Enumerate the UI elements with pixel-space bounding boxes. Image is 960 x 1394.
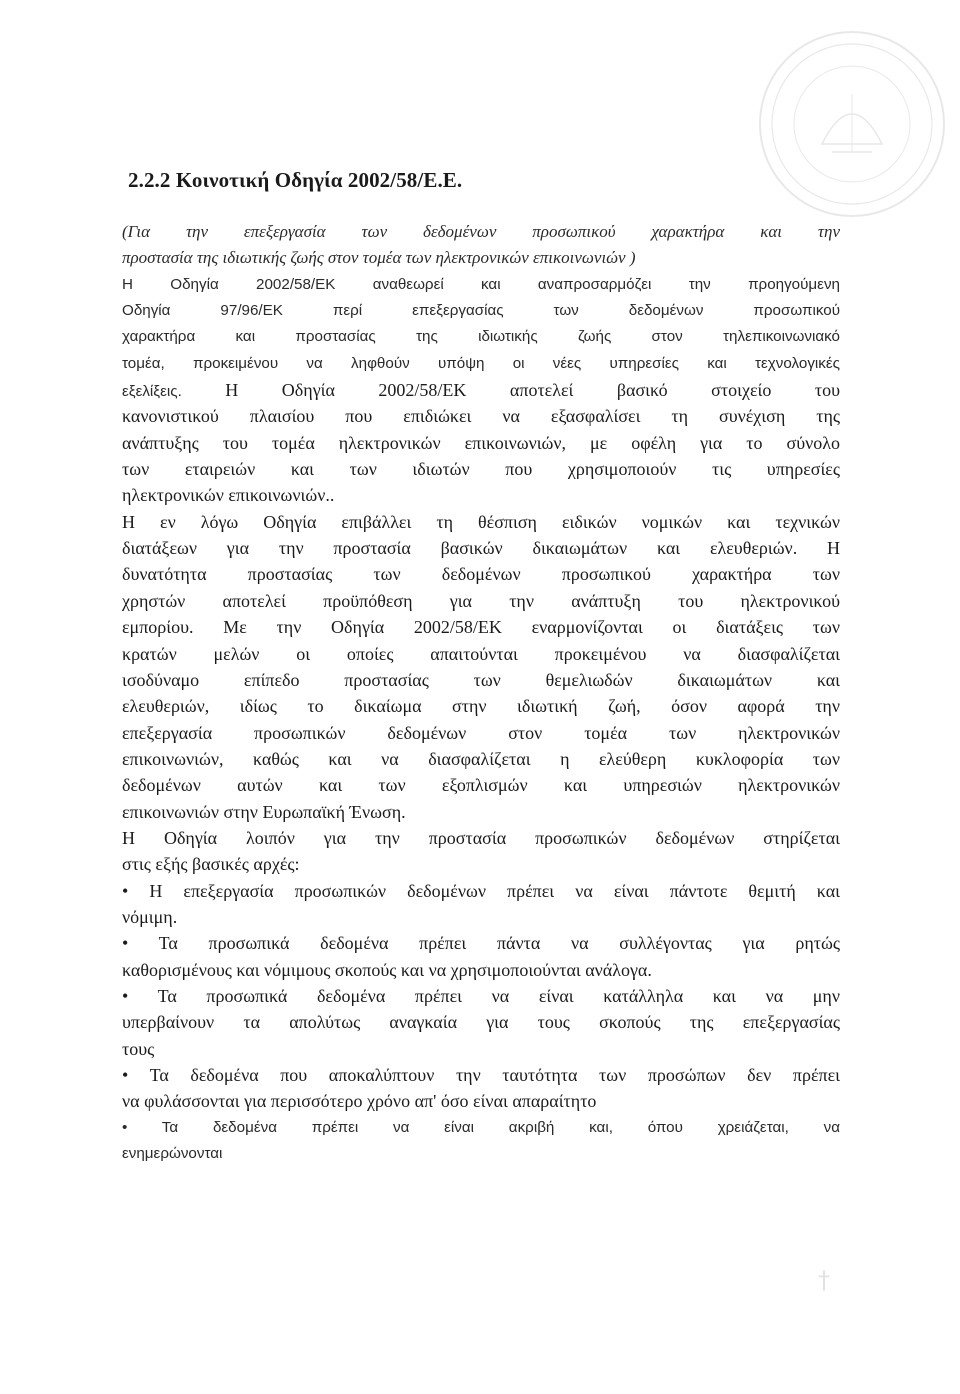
bullet-line: υπερβαίνουν τα απολύτως αναγκαία για τους σκοπούς της επεξεργασίας: [122, 1012, 840, 1033]
intro-line: προστασία της ιδιωτικής ζωής στον τομέα των ηλεκτρονικών επικοινωνιών ): [122, 248, 636, 268]
bullet-line: • Τα δεδομένα που αποκαλύπτουν την ταυτότητα των προσώπων δεν πρέπει: [122, 1065, 840, 1085]
faint-page-mark: †: [818, 1266, 830, 1294]
bullet-line: να φυλάσσονται για περισσότερο χρόνο απ' όσο είναι απαραίτητο: [122, 1091, 597, 1112]
text-fragment: εξελίξεις.: [122, 383, 182, 401]
text-fragment: Η Οδηγία 2002/58/ΕΚ αποτελεί βασικό στοιχείο του: [181, 380, 840, 401]
paragraph-line: των εταιρειών και των ιδιωτών που χρησιμοποιούν τις υπηρεσίες: [122, 459, 840, 480]
bullet-line: νόμιμη.: [122, 906, 178, 927]
paragraph-line: επικοινωνιών στην Ευρωπαϊκή Ένωση.: [122, 801, 406, 822]
paragraph-line: τομέα, προκειμένου να ληφθούν υπόψη οι νέες υπηρεσίες και τεχνολογικές: [122, 354, 840, 372]
paragraph-line: ισοδύναμο επίπεδο προστασίας των θεμελιωδών δικαιωμάτων και: [122, 669, 840, 690]
paragraph-line: στις εξής βασικές αρχές:: [122, 854, 300, 875]
paragraph-line: κρατών μελών οι οποίες απαιτούνται προκειμένου να διασφαλίζεται: [122, 643, 840, 664]
paragraph-line: Η Οδηγία 2002/58/ΕΚ αναθεωρεί και αναπροσαρμόζει την προηγούμενη: [122, 275, 840, 293]
paragraph-line: [122, 377, 840, 403]
paragraph-line: χρηστών αποτελεί προϋπόθεση για την ανάπτυξη του ηλεκτρονικού: [122, 590, 840, 611]
paragraph-line: επεξεργασία προσωπικών δεδομένων στον τομέα των ηλεκτρονικών: [122, 722, 840, 743]
paragraph-line: ελευθεριών, ιδίως το δικαίωμα στην ιδιωτική ζωή, όσον αφορά την: [122, 696, 840, 717]
paragraph-line: Οδηγία 97/96/ΕΚ περί επεξεργασίας των δεδομένων προσωπικού: [122, 302, 840, 320]
paragraph-line: δυνατότητα προστασίας των δεδομένων προσωπικού χαρακτήρα των: [122, 564, 840, 585]
paragraph-line: επικοινωνιών, καθώς και να διασφαλίζεται η ελεύθερη κυκλοφορία των: [122, 748, 840, 769]
bullet-line: καθορισμένους και νόμιμους σκοπούς και να χρησιμοποιούνται ανάλογα.: [122, 959, 652, 980]
paragraph-line: εμπορίου. Με την Οδηγία 2002/58/ΕΚ εναρμονίζονται οι διατάξεις των: [122, 617, 840, 638]
paragraph-line: ηλεκτρονικών επικοινωνιών..: [122, 485, 335, 506]
bullet-line: • Τα προσωπικά δεδομένα πρέπει πάντα να συλλέγοντας για ρητώς: [122, 933, 840, 954]
bullet-line: • Η επεξεργασία προσωπικών δεδομένων πρέπει να είναι πάντοτε θεμιτή και: [122, 880, 840, 901]
paragraph-line: δεδομένων αυτών και των εξοπλισμών και υπηρεσιών ηλεκτρονικών: [122, 775, 840, 796]
intro-line: (Για την επεξεργασία των δεδομένων προσωπικού χαρακτήρα και την: [122, 222, 840, 241]
bullet-line: τους: [122, 1038, 155, 1059]
paragraph-line: ανάπτυξης του τομέα ηλεκτρονικών επικοινωνιών, με οφέλη για το σύνολο: [122, 432, 840, 453]
paragraph-line: κανονιστικού πλαισίου που επιδιώκει να εξασφαλίσει τη συνέχιση της: [122, 406, 840, 427]
paragraph-line: χαρακτήρα και προστασίας της ιδιωτικής ζωής στον τηλεπικοινωνιακό: [122, 328, 840, 346]
bullet-line: • Τα προσωπικά δεδομένα πρέπει να είναι κατάλληλα και να μην: [122, 985, 840, 1006]
section-heading: 2.2.2 Κοινοτική Οδηγία 2002/58/Ε.Ε.: [128, 168, 463, 192]
paragraph-line: διατάξεων για την προστασία βασικών δικαιωμάτων και ελευθεριών. Η: [122, 538, 840, 559]
document-body: [122, 219, 840, 1167]
bullet-line: • Τα δεδομένα πρέπει να είναι ακριβή και, όπου χρειάζεται, να: [122, 1118, 840, 1136]
paragraph-line: Η Οδηγία λοιπόν για την προστασία προσωπικών δεδομένων στηρίζεται: [122, 827, 840, 848]
university-seal-watermark: [752, 24, 952, 224]
bullet-line: ενημερώνονται: [122, 1145, 223, 1163]
paragraph-line: Η εν λόγω Οδηγία επιβάλλει τη θέσπιση ειδικών νομικών και τεχνικών: [122, 511, 840, 532]
